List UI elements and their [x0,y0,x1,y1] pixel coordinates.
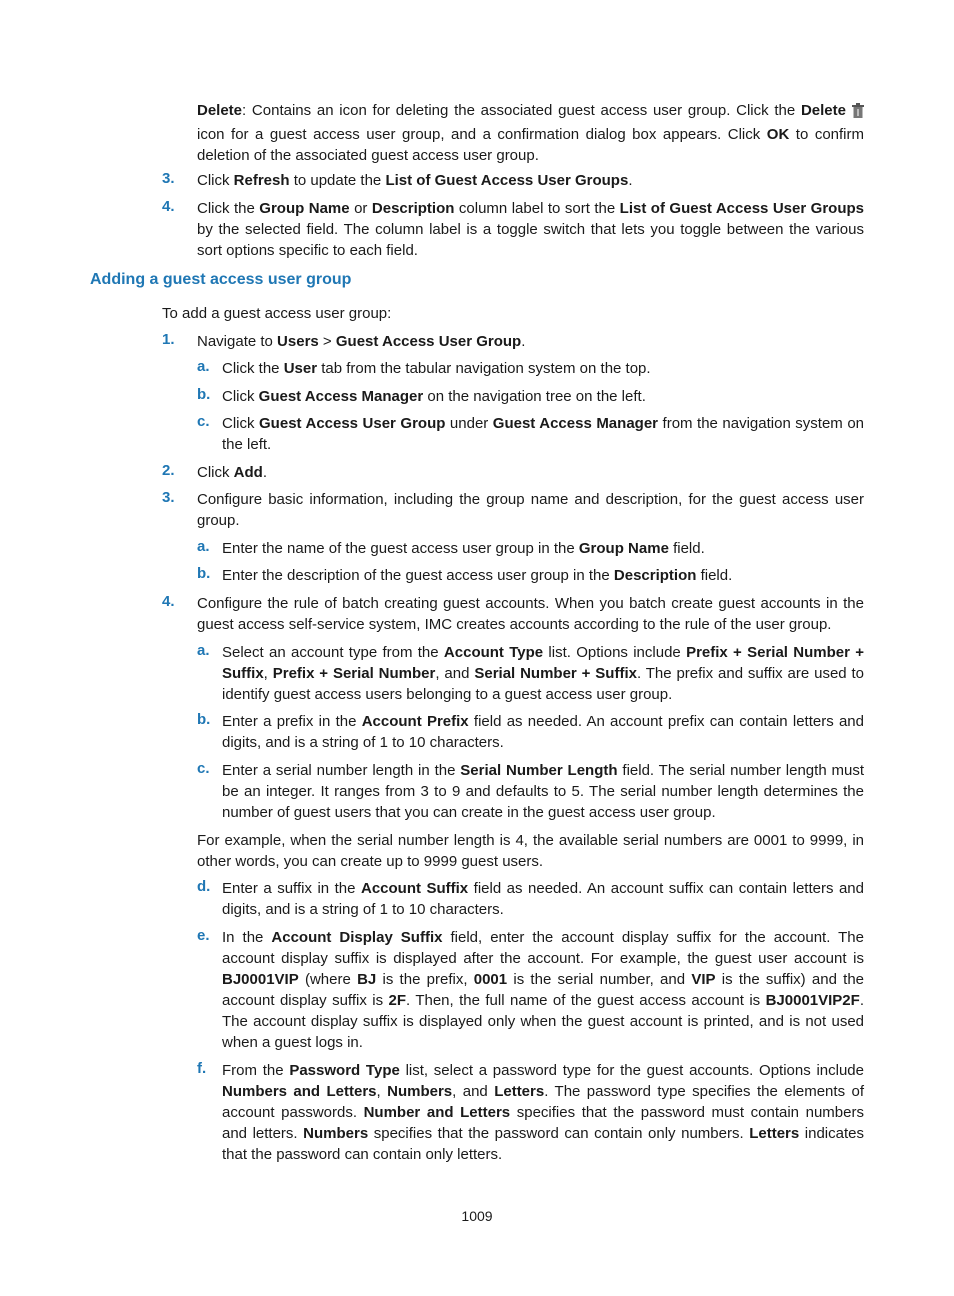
substep-letter: c. [197,413,210,430]
substep-account-type: Select an account type from the Account Type list. Options include Prefix + Serial Number + Suffix, Prefix + Serial Number, and Serial Number + Suffix. The prefix and suffix are used to identify guest access users belonging to a guest access user group. [222,644,865,703]
step-number: 1. [162,331,175,348]
substep-letter: a. [197,538,210,555]
substep-letter: a. [197,642,210,659]
step-basic-info: Configure basic information, including the group name and description, for the guest access user group. [197,491,864,529]
substep-user-tab: Click the User tab from the tabular navigation system on the top. [222,360,651,377]
substep-letter: e. [197,927,210,944]
intro-text: To add a guest access user group: [162,305,392,322]
step-number: 3. [162,170,175,187]
step-number: 4. [162,198,175,215]
step-refresh: Click Refresh to update the List of Guest Access User Groups. [197,172,633,189]
substep-letter: c. [197,760,210,777]
substep-account-prefix: Enter a prefix in the Account Prefix field as needed. An account prefix can contain letters and digits, and is a string of 1 to 10 characters. [222,713,864,751]
substep-group-name: Enter the name of the guest access user group in the Group Name field. [222,540,705,557]
substep-letter: d. [197,878,211,895]
trash-icon [852,103,864,124]
step-sort: Click the Group Name or Description column label to sort the List of Guest Access User Groups by the selected field. The column label is a toggle switch that lets you toggle between the various sort options specific to each field. [197,200,865,259]
substep-password-type: From the Password Type list, select a password type for the guest accounts. Options include Numbers and Letters, Numbers, and Letters. The password type specifies the elements of account passwords. Number and Letters specifies that the password must contain numbers and letters. Numbers specifies that the password can contain only numbers. Letters indicates that the password can contain only letters. [222,1062,864,1163]
delete-description: Delete: Contains an icon for deleting the associated guest access user group. Click the Delete icon for a guest access user group, and a confirmation dialog box appears. Click OK to confirm deletion of the associated guest access user group. [197,102,864,164]
substep-description: Enter the description of the guest access user group in the Description field. [222,567,733,584]
substep-user-group: Click Guest Access User Group under Guest Access Manager from the navigation system on the left. [222,415,864,453]
step-number: 2. [162,462,175,479]
substep-display-suffix: In the Account Display Suffix field, enter the account display suffix for the account. The account display suffix is displayed after the account. For example, the guest user account is BJ0001VIP (where BJ is the prefix, 0001 is the serial number, and VIP is the suffix) and the account display suffix is 2F. Then, the full name of the guest access account is BJ0001VIP2F. The account display suffix is displayed only when the guest account is printed, and is not used when a guest logs in. [222,929,865,1051]
substep-letter: a. [197,358,210,375]
substep-serial-length: Enter a serial number length in the Serial Number Length field. The serial number length must be an integer. It ranges from 3 to 9 and defaults to 5. The serial number length determines the number of guest users that you can create in the guest access user group. [222,762,865,821]
step-number: 3. [162,489,175,506]
substep-letter: b. [197,386,211,403]
step-navigate: Navigate to Users > Guest Access User Group. [197,333,526,350]
step-number: 4. [162,593,175,610]
substep-account-suffix: Enter a suffix in the Account Suffix field as needed. An account suffix can contain letters and digits, and is a string of 1 to 10 characters. [222,880,864,918]
substep-guest-manager: Click Guest Access Manager on the navigation tree on the left. [222,388,646,405]
substep-letter: f. [197,1060,207,1077]
section-title: Adding a guest access user group [90,271,352,288]
page-number: 1009 [461,1208,493,1224]
step-batch-rule: Configure the rule of batch creating guest accounts. When you batch create guest accounts in the guest access self-service system, IMC creates accounts according to the rule of the user group. [197,595,864,633]
substep-letter: b. [197,565,211,582]
serial-example: For example, when the serial number length is 4, the available serial numbers are 0001 to 9999, in other words, you can create up to 9999 guest users. [197,832,864,870]
step-add: Click Add. [197,464,268,481]
substep-letter: b. [197,711,211,728]
